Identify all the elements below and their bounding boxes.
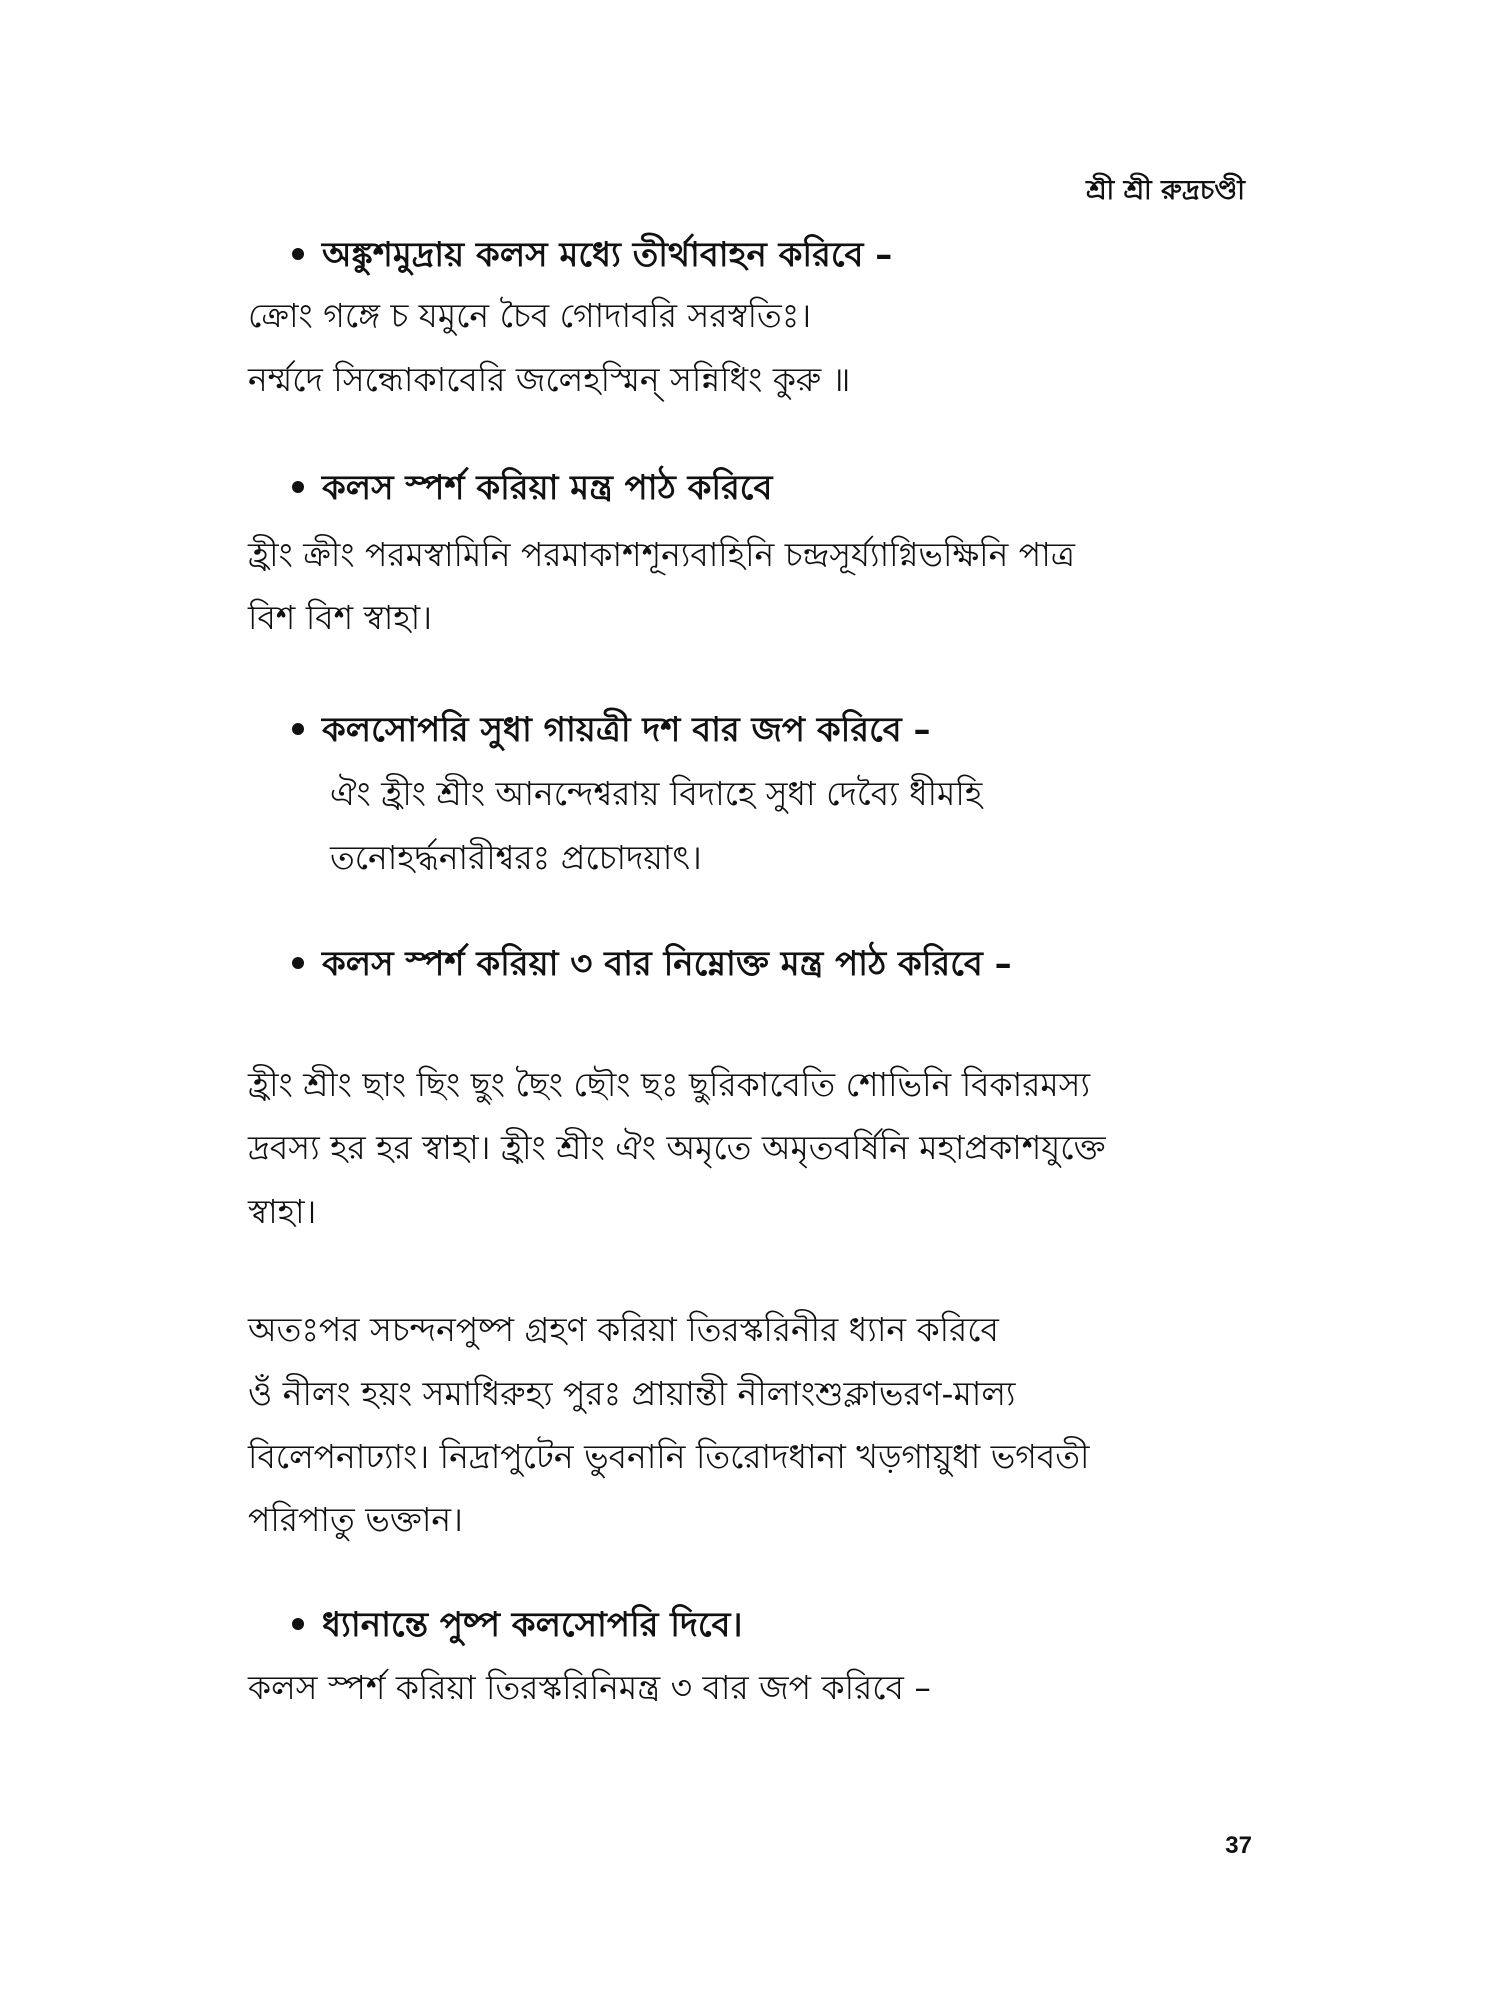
mantra-line: ঐং হ্রীং শ্রীং আনন্দেশ্বরায় বিদাহে সুধা দেব্যৈ ধীমহি (330, 774, 983, 813)
page-number: 37 (1225, 1832, 1252, 1859)
mantra-line: তনোহর্দ্ধনারীশ্বরঃ প্রচোদয়াৎ। (330, 838, 702, 877)
bullet-icon (292, 248, 304, 260)
mantra-line: ক্রোং গঙ্গে চ যমুনে চৈব গোদাবরি সরস্বতিঃ। (248, 296, 812, 335)
mantra-line: হ্রীং ক্রীং পরমস্বামিনি পরমাকাশশূন্যবাহিনি চন্দ্রসূর্য্যাগ্নিভক্ষিনি পাত্র (248, 535, 1076, 574)
section-heading-text: কলস স্পর্শ করিয়া মন্ত্র পাঠ করিবে (322, 468, 773, 508)
section-heading-text: অঙ্কুশমুদ্রায় কলস মধ্যে তীর্থাবাহন করিবে – (322, 235, 893, 275)
instruction-line: কলস স্পর্শ করিয়া তিরস্করিনিমন্ত্র ৩ বার জপ করিবে – (248, 1668, 931, 1707)
mantra-line: বিশ বিশ স্বাহা। (248, 598, 433, 637)
section-heading (292, 468, 772, 509)
mantra-line: নর্ম্মদে সিন্ধোকাবেরি জলেহস্মিন্ সন্নিধিং কুরু ॥ (248, 360, 851, 399)
mantra-line: দ্রবস্য হর হর স্বাহা। হ্রীং শ্রীং ঐং অমৃতে অমৃতবর্ষিনি মহাপ্রকাশযুক্তে (248, 1128, 1106, 1167)
section-heading-text: কলস স্পর্শ করিয়া ৩ বার নিম্নোক্ত মন্ত্র পাঠ করিবে – (322, 944, 1012, 984)
bullet-icon (292, 1618, 304, 1630)
paragraph-line: পরিপাতু ভক্তান। (248, 1500, 463, 1539)
mantra-line: স্বাহা। (248, 1192, 317, 1231)
section-heading (292, 710, 931, 751)
paragraph-line: অতঃপর সচন্দনপুষ্প গ্রহণ করিয়া তিরস্করিনীর ধ্যান করিবে (248, 1310, 999, 1349)
paragraph-line: বিলেপনাঢ্যাং। নিদ্রাপুটেন ভুবনানি তিরোদধানা খড়গায়ুধা ভগবতী (248, 1437, 1090, 1476)
mantra-line: হ্রীং শ্রীং ছাং ছিং ছুং ছৈং ছৌং ছঃ ছুরিকাবেতি শোভিনি বিকারমস্য (248, 1065, 1091, 1104)
section-heading (292, 1605, 743, 1646)
running-header: শ্রী শ্রী রুদ্রচণ্ডী (1086, 175, 1245, 206)
section-heading-text: ধ্যানান্তে পুষ্প কলসোপরি দিবে। (322, 1605, 743, 1645)
paragraph-line: ওঁ নীলং হয়ং সমাধিরুহ্য পুরঃ প্রায়ান্তী নীলাংশুক্লাভরণ-মাল্য (248, 1374, 1016, 1413)
bullet-icon (292, 957, 304, 969)
section-heading (292, 235, 892, 276)
section-heading (292, 944, 1012, 985)
bullet-icon (292, 723, 304, 735)
section-heading-text: কলসোপরি সুধা গায়ত্রী দশ বার জপ করিবে – (322, 710, 931, 750)
bullet-icon (292, 481, 304, 493)
